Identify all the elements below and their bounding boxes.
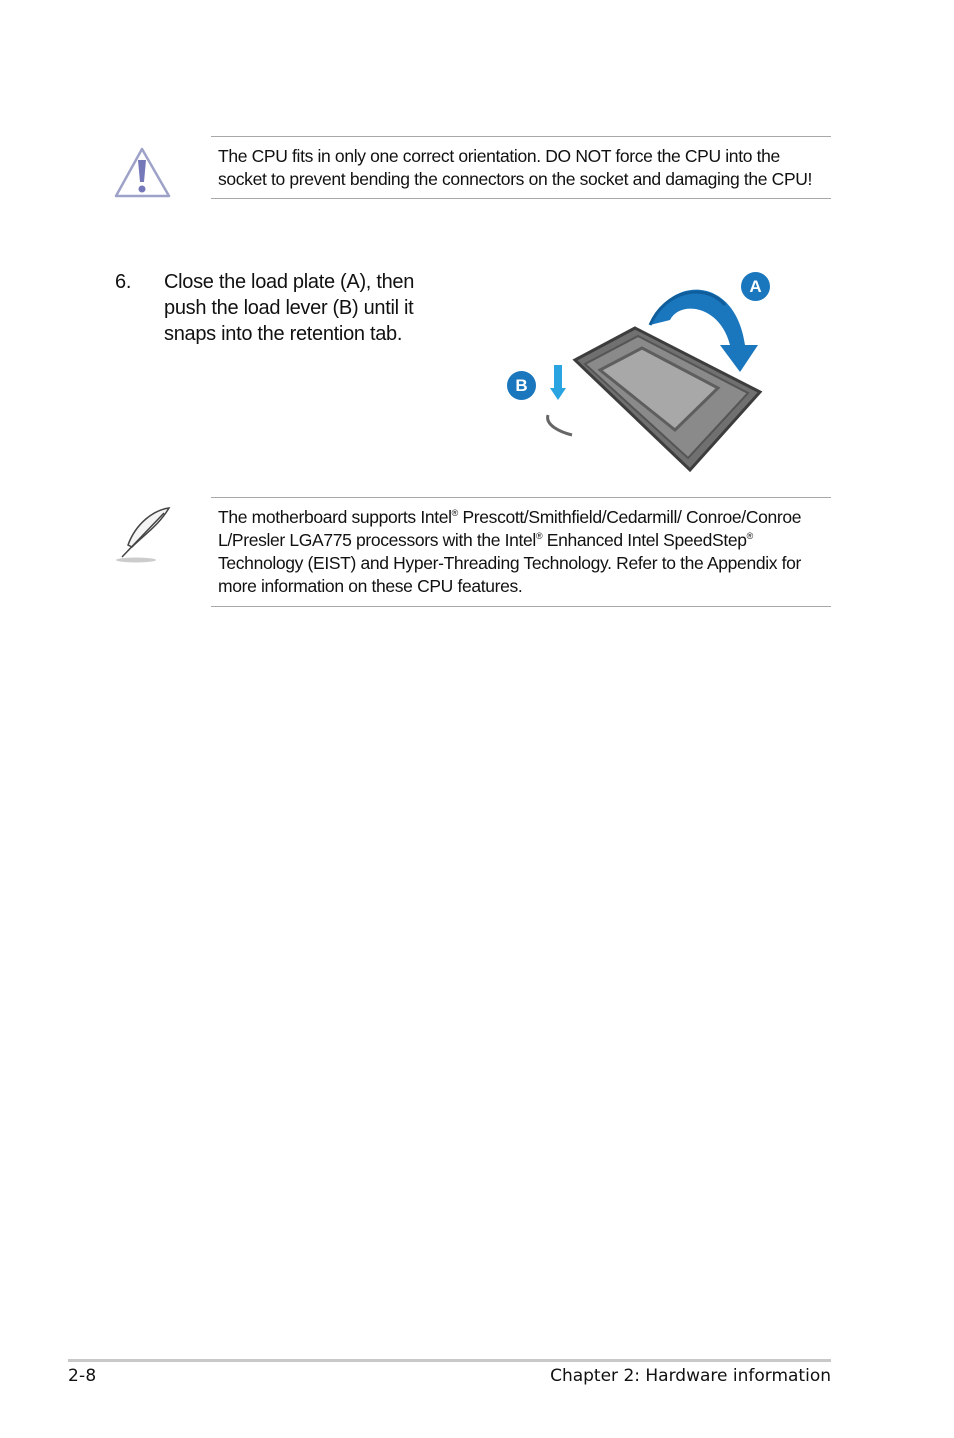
step-line: Close the load plate (A), then bbox=[164, 271, 415, 293]
footer-rule bbox=[68, 1359, 831, 1362]
note-top-rule bbox=[211, 497, 831, 498]
warning-line: socket to prevent bending the connectors on the socket and damaging the CPU! bbox=[218, 169, 813, 189]
note-text bbox=[218, 506, 801, 598]
label-b-badge: B bbox=[507, 371, 536, 400]
warning-line: The CPU fits in only one correct orientation. DO NOT force the CPU into the bbox=[218, 146, 780, 166]
warning-triangle-icon bbox=[114, 146, 172, 205]
warning-top-rule bbox=[211, 136, 831, 137]
step-line: push the load lever (B) until it bbox=[164, 297, 414, 319]
feather-pen-icon bbox=[114, 505, 174, 570]
note-line: Technology (EIST) and Hyper-Threading Technology. Refer to the Appendix for bbox=[218, 553, 802, 573]
warning-bottom-rule bbox=[211, 198, 831, 199]
page-number: 2-8 bbox=[68, 1366, 97, 1386]
note-bottom-rule bbox=[211, 606, 831, 607]
note-line: L/Presler LGA775 processors with the Intel® Enhanced Intel SpeedStep® bbox=[218, 530, 753, 550]
step-line: snaps into the retention tab. bbox=[164, 323, 403, 345]
cpu-socket-illustration bbox=[530, 280, 780, 485]
note-line: The motherboard supports Intel® Prescott/Smithfield/Cedarmill/ Conroe/Conroe bbox=[218, 507, 802, 527]
warning-text bbox=[218, 145, 812, 191]
chapter-title: Chapter 2: Hardware information bbox=[550, 1366, 831, 1386]
step-text bbox=[164, 269, 414, 347]
label-a-badge: A bbox=[741, 272, 770, 301]
note-line: more information on these CPU features. bbox=[218, 576, 523, 596]
step-number: 6. bbox=[115, 271, 132, 293]
